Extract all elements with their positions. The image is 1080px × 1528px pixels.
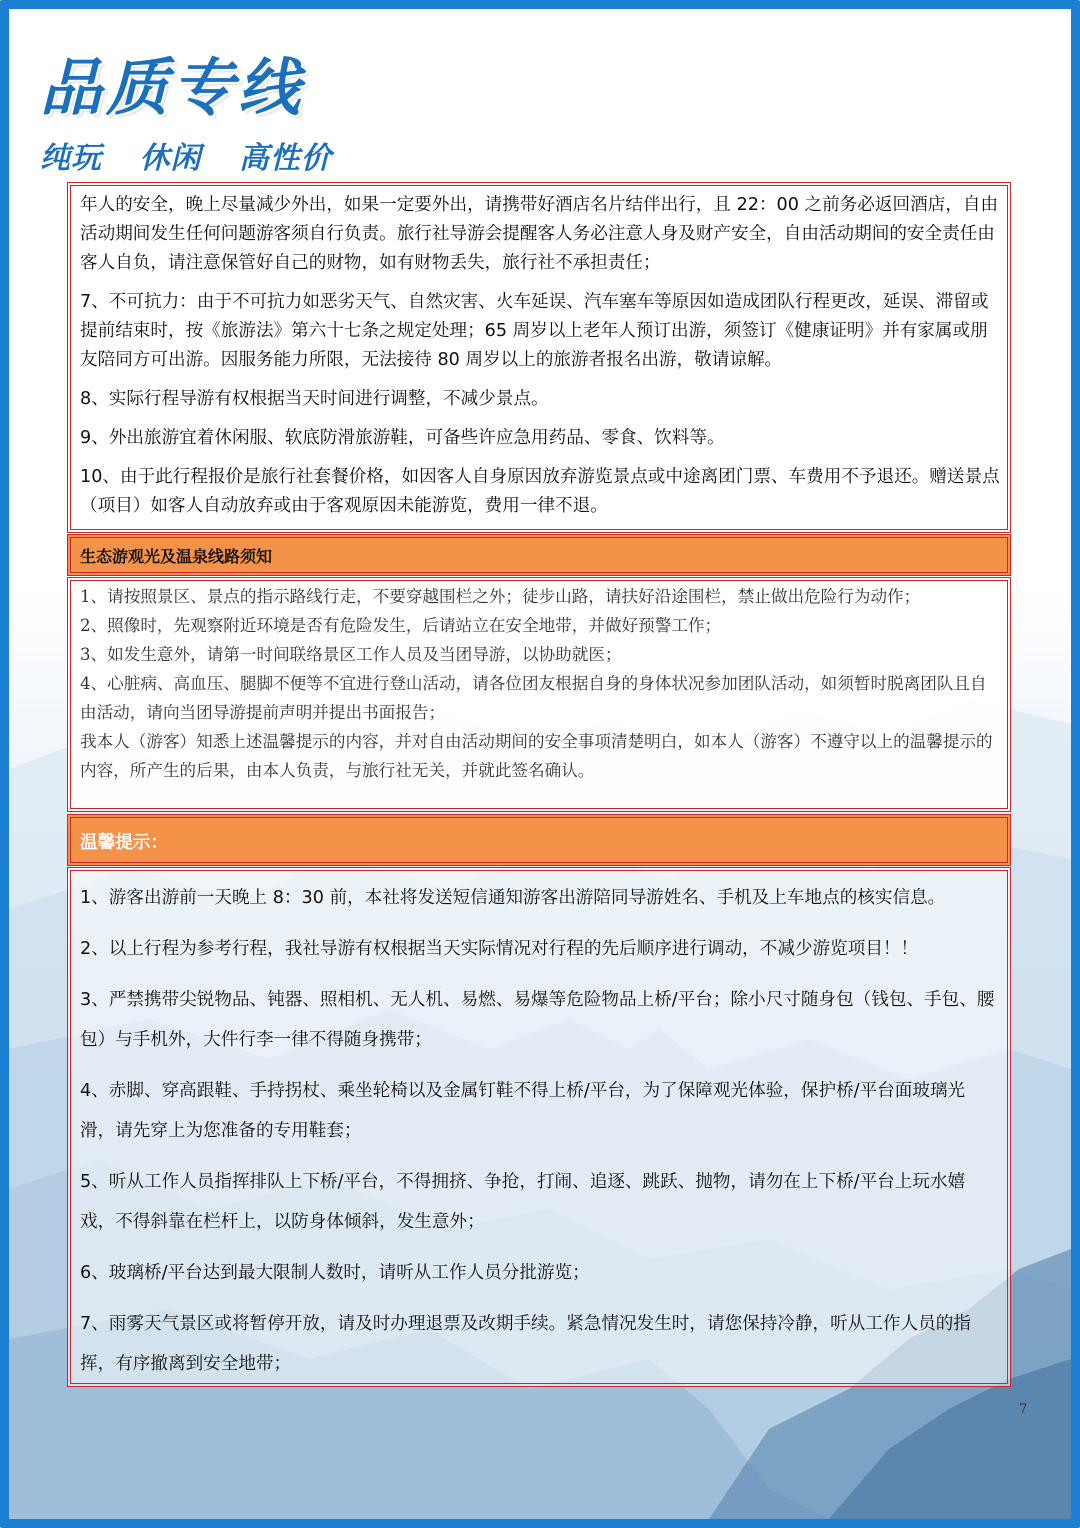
safety-note: 8、实际行程导游有权根据当天时间进行调整，不减少景点。 — [80, 389, 549, 409]
eco-declaration: 我本人（游客）知悉上述温馨提示的内容，并对自由活动期间的安全事项清楚明白，如本人（游客）不遵守以上的温馨提示的内容，所产生的后果，由本人负责，与旅行社无关，并就此签名确认。 — [80, 732, 993, 780]
safety-note: 10、由于此行程报价是旅行社套餐价格，如因客人自身原因放弃游览景点或中途离团门票、车费用不予退还。赠送景点（项目）如客人自动放弃或由于客观原因未能游览，费用一律不退。 — [80, 467, 1000, 516]
tips-section-heading-bar — [67, 814, 1011, 866]
tag-leisure: 休闲 — [139, 141, 202, 176]
eco-section-heading: 生态游观光及温泉线路须知 — [80, 547, 273, 566]
safety-notes-box — [67, 182, 1011, 533]
brand-tagline — [40, 133, 346, 177]
tag-pure-play: 纯玩 — [40, 141, 102, 176]
safety-note: 7、不可抗力：由于不可抗力如恶劣天气、自然灾害、火车延误、汽车塞车等原因如造成团队行程更改，延误、滞留或提前结束时，按《旅游法》第六十七条之规定处理；65 周岁以上老年人预订出游，须签订《健康证明》并有家属或朋友陪同方可出游。因服务能力所限，无法接待 80 周岁以上的旅游者报名出游，敬请谅解。 — [80, 292, 989, 370]
safety-note: 9、外出旅游宜着休闲服、软底防滑旅游鞋，可备些许应急用药品、零食、饮料等。 — [80, 428, 725, 448]
eco-note: 1、请按照景区、景点的指示路线行走，不要穿越围栏之外；徒步山路，请扶好沿途围栏，禁止做出危险行为动作； — [80, 587, 921, 606]
brand-title: 品质专线 — [40, 51, 305, 124]
eco-note: 4、心脏病、高血压、腿脚不便等不宜进行登山活动，请各位团友根据自身的身体状况参加团队活动，如须暂时脱离团队且自由活动，请向当团导游提前声明并提出书面报告； — [80, 674, 987, 722]
tip-item: 5、听从工作人员指挥排队上下桥/平台，不得拥挤、争抢，打闹、追逐、跳跃、抛物，请勿在上下桥/平台上玩水嬉戏，不得斜靠在栏杆上，以防身体倾斜，发生意外； — [80, 1172, 966, 1232]
eco-note: 3、如发生意外，请第一时间联络景区工作人员及当团导游，以协助就医； — [80, 645, 622, 664]
eco-note: 2、照像时，先观察附近环境是否有危险发生，后请站立在安全地带，并做好预警工作； — [80, 616, 722, 635]
eco-section-heading-bar — [67, 534, 1011, 576]
page-number: 7 — [1019, 1402, 1028, 1417]
tip-item: 7、雨雾天气景区或将暂停开放，请及时办理退票及改期手续。紧急情况发生时，请您保持冷静，听从工作人员的指挥，有序撤离到安全地带； — [80, 1314, 971, 1374]
brand-header — [40, 38, 346, 177]
tag-value: 高性价 — [238, 141, 332, 176]
tip-item: 4、赤脚、穿高跟鞋、手持拐杖、乘坐轮椅以及金属钉鞋不得上桥/平台，为了保障观光体验，保护桥/平台面玻璃光滑，请先穿上为您准备的专用鞋套； — [80, 1081, 966, 1141]
tip-item: 3、严禁携带尖锐物品、钝器、照相机、无人机、易燃、易爆等危险物品上桥/平台；除小尺寸随身包（钱包、手包、腰包）与手机外，大件行李一律不得随身携带； — [80, 990, 995, 1050]
eco-notes-box — [67, 577, 1011, 812]
tips-box — [67, 867, 1011, 1387]
tips-section-heading: 温馨提示： — [80, 833, 168, 853]
tip-item: 6、玻璃桥/平台达到最大限制人数时，请听从工作人员分批游览； — [80, 1263, 590, 1283]
tip-item: 2、以上行程为参考行程，我社导游有权根据当天实际情况对行程的先后顺序进行调动，不减少游览项目！！ — [80, 939, 919, 959]
tip-item: 1、游客出游前一天晚上 8：30 前，本社将发送短信通知游客出游陪同导游姓名、手机及上车地点的核实信息。 — [80, 888, 946, 908]
safety-note: 年人的安全，晚上尽量减少外出，如果一定要外出，请携带好酒店名片结伴出行，且 22：00 之前务必返回酒店，自由活动期间发生任何问题游客须自行负责。旅行社导游会提醒客人务必注意人身及财产安全，自由活动期间的安全责任由客人自负，请注意保管好自己的财物，如有财物丢失，旅行社不承担责任； — [80, 195, 999, 273]
